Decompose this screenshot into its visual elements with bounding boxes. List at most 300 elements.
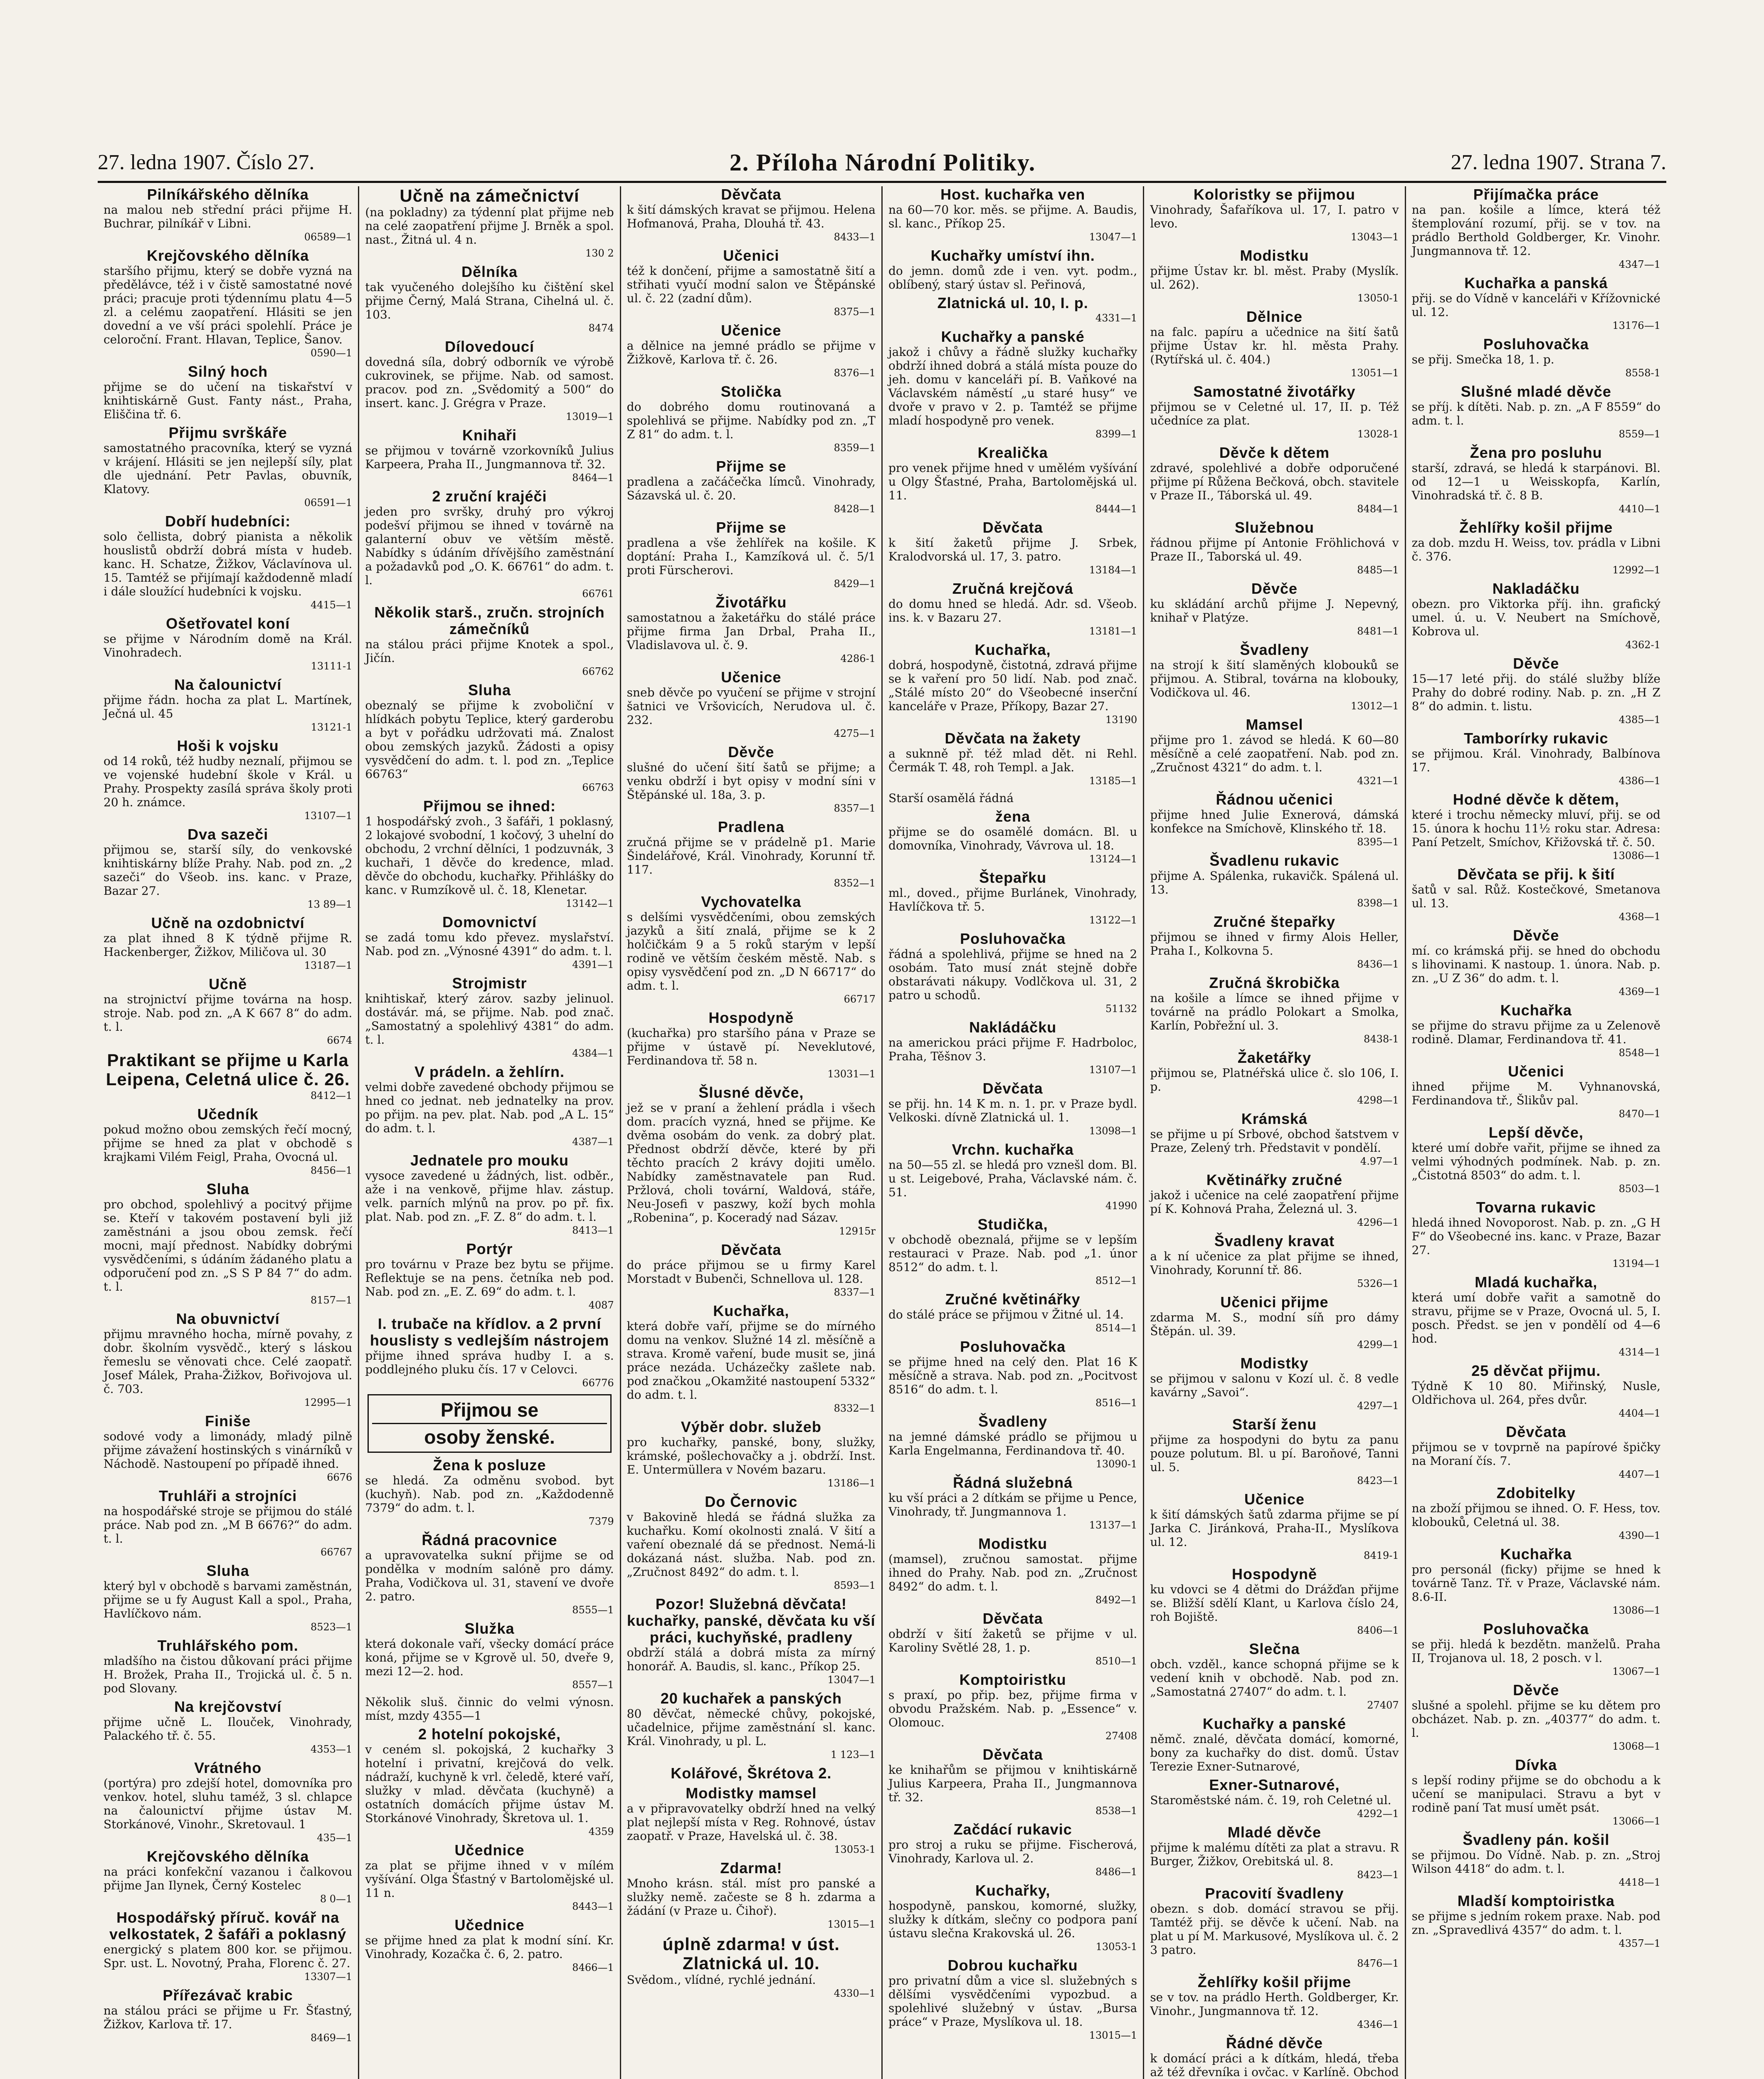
ad-body: přijmou se, starší síly, do venkovské knihtiskárny blíže Prahy. Nab. pod zn. „2 sazeči“ do Všeob. ins. kanc. v Praze, Bazar 27. xyxy=(104,843,353,898)
classified-ad xyxy=(1150,2035,1399,2079)
ad-reference-number: 4369—1 xyxy=(1618,986,1660,998)
classified-ad xyxy=(104,1413,352,1484)
ad-reference-number: 8337—1 xyxy=(834,1286,876,1298)
classified-ad xyxy=(627,1596,876,1687)
ad-headline: Švadleny xyxy=(978,1413,1048,1430)
ad-headline: Kuchařky a panské xyxy=(941,328,1085,345)
ad-reference-number: 8486—1 xyxy=(1095,1866,1137,1878)
ad-body: sodové vody a limonády, mladý pilně přijme závažení hostinských s vinárníků v Náchodě. Nastoupení po případě ihned. xyxy=(104,1430,353,1471)
ad-headline: Učně na zámečnictví xyxy=(400,186,580,205)
ad-body: obdrží stálá a dobrá místa za mírný honorář. A. Baudis, sl. kanc., Příkop 25. xyxy=(627,1646,876,1673)
ad-headline: Zručné květinářky xyxy=(945,1291,1081,1308)
ad-headline: Žaketářky xyxy=(1237,1049,1312,1066)
classified-ad xyxy=(627,383,876,455)
ad-body: na stálou práci přijme Knotek a spol., Jičín. xyxy=(365,637,614,665)
ad-body: na stálou práci se přijme u Fr. Šťastný, Žižkov, Karlova tř. 17. xyxy=(104,2004,353,2031)
ad-headline: Krejčovského dělníka xyxy=(147,1848,309,1865)
ad-body: solo čellista, dobrý pianista a několik houslistů obdrží dobrá místa v hudeb. kanc. H. Schatze, Žižkov, Václavínova ul. 15. Tamtéž se přijímají každodenně mladí i dále sloužící hudebníci k vojsku. xyxy=(104,530,353,598)
ad-headline: Začdácí rukavic xyxy=(953,1821,1072,1838)
classified-ad xyxy=(104,1699,352,1756)
classified-ad xyxy=(1412,866,1660,924)
ad-body: přijme Ústav kr. bl. měst. Praby (Myslík. ul. 262). xyxy=(1150,264,1399,291)
classified-ad xyxy=(888,580,1137,638)
ad-reference-number: 4330—1 xyxy=(834,1988,876,1999)
classified-ad xyxy=(104,615,352,673)
ad-reference-number: 8470—1 xyxy=(1618,1108,1660,1120)
header-date-left: 27. ledna 1907. Číslo 27. xyxy=(98,150,315,174)
ad-headline: Děvčata se přij. k šití xyxy=(1457,866,1615,883)
section-heading-box xyxy=(368,1394,611,1453)
column-1 xyxy=(98,186,359,2079)
ad-reference-number: 13067—1 xyxy=(1612,1666,1660,1677)
ad-headline: Děvčata xyxy=(982,1080,1043,1097)
ad-headline: Učenici xyxy=(1508,1063,1564,1080)
ad-body: starší, zdravá, se hledá k starpánovi. Bl. od 12—1 u Weisskopfa, Karlín, Vinohradská tř. č. 8 B. xyxy=(1411,461,1660,502)
classified-ad xyxy=(627,519,876,591)
ad-headline: Tamborírky rukavic xyxy=(1464,730,1609,747)
classified-ad xyxy=(888,1080,1137,1138)
classified-ad xyxy=(365,264,614,335)
ad-reference-number: 66762 xyxy=(582,666,614,677)
ad-headline: Krealička xyxy=(977,444,1048,461)
ad-headline: Praktikant se přijme u Karla Leipena, Celetná ulice č. 26. xyxy=(106,1050,350,1089)
ad-headline: Děvče xyxy=(728,743,775,760)
ad-reference-number: 4314—1 xyxy=(1618,1346,1660,1358)
ad-body: přijme ihned správa hudby I. a s. poddlejného pluku čís. 17 v Celovci. xyxy=(365,1349,614,1376)
ad-body: staršího přijmu, který se dobře vyzná na předělávce, též i v čistě samostatné nové práci; pracuje proti týdennímu platu 4—5 zl. a celému zaopatření. Hlásiti se jen dovední a ve vší práci spolehlí. Práce je celoroční. Frant. Hlavan, Teplice, Šanov. xyxy=(104,264,353,346)
ad-headline: Přijme se xyxy=(716,458,787,475)
ad-body: slušné do učení šití šatů se přijme; a venku obdrží i byt opisy v modní síni v Štěpánské ul. 18a, 3. p. xyxy=(627,760,876,802)
ad-reference-number: 13015—1 xyxy=(827,1919,876,1930)
ad-headline: Životářku xyxy=(715,594,787,611)
ad-reference-number: 13047—1 xyxy=(1089,231,1137,243)
classified-ad xyxy=(1150,1416,1399,1488)
ad-body: k domácí práci a k dítkám, hledá, třeba až též dřevníka i ovčac. v Karlíně. Obchod xyxy=(1150,2052,1399,2079)
ad-headline: Sluha xyxy=(206,1562,249,1579)
ad-headline: Domovnictví xyxy=(442,914,537,931)
ad-reference-number: 13187—1 xyxy=(304,960,353,971)
ad-headline: Modistky mamsel xyxy=(686,1785,817,1802)
classified-ad xyxy=(627,594,876,666)
classified-ad xyxy=(888,1536,1137,1607)
ad-headline: Knihaři xyxy=(462,427,517,444)
ad-headline: Portýr xyxy=(466,1240,513,1257)
ad-headline: Do Černovic xyxy=(705,1493,798,1510)
ad-body: se přijme s jedním rokem praxe. Nab. pod zn. „Spravedlivá 4357“ do adm. t. l. xyxy=(1411,1909,1660,1937)
ad-reference-number: 13107—1 xyxy=(304,810,353,822)
ad-body: 1 hospodářský zvoh., 3 šafáři, 1 poklasný, 2 lokajové svobodní, 1 kočový, 3 uhelní do obchodu, 2 vrchní dělníci, 1 podzuvnák, 3 kuchaři, 1 děvče do kredence, mlad. děvče do obchodu, kuchařky. Přihlášky do kanc. v Rumzíkově ul. č. 18, Klenetar. xyxy=(365,815,614,897)
ad-body: přijme učně L. Ilouček, Vinohrady, Palackého tř. č. 55. xyxy=(104,1715,353,1743)
column-6 xyxy=(1406,186,1666,2079)
ad-reference-number: 8406—1 xyxy=(1357,1625,1399,1636)
column-4 xyxy=(883,186,1144,2079)
classified-ad xyxy=(104,738,352,823)
ad-body: přij. se do Vídně v kanceláři v Křížovnické ul. 12. xyxy=(1411,291,1660,319)
ad-body: které i trochu německy mluví, přij. se od 15. února k hochu 11½ roku star. Adresa: Paní Petzelt, Smíchov, Křižovská tř. č. 50. xyxy=(1411,808,1660,849)
ad-body: se přijme hned na celý den. Plat 16 K měsíčně a strava. Nab. pod zn. „Pocitvost 8516“ do adm. t. l. xyxy=(888,1355,1137,1396)
ad-body: dovedná síla, dobrý odborník ve výrobě cukrovinek, se přijme. Nab. od samost. pracov. pod zn. „Svědomitý a 500“ do insert. kanc. J. Grégra v Praze. xyxy=(365,355,614,410)
ad-reference-number: 1 123—1 xyxy=(831,1749,876,1760)
ad-headline: Dívka xyxy=(1515,1756,1557,1773)
ad-headline: Dva sazeči xyxy=(188,826,269,843)
ad-reference-number: 13111-1 xyxy=(311,660,353,672)
ad-reference-number: 8423—1 xyxy=(1357,1475,1399,1486)
classified-ad xyxy=(627,1860,876,1931)
ad-body: obeznalý se přijme k zvoboliční v hlídkách pobytu Teplice, který garderobu a byt v pořádku udržovati má. Znalost obou zemských jazyků. Žádosti a opisy vysvědčení do adm. t. l. pod zn. „Teplice 66763“ xyxy=(365,699,614,781)
classified-ad xyxy=(1150,1233,1399,1291)
classified-ad xyxy=(1412,791,1660,863)
ad-body: se přijme u pí Srbové, obchod šatstvem v Praze, Zelený trh. Představit v pondělí. xyxy=(1150,1127,1399,1155)
ad-reference-number: 8 0—1 xyxy=(320,1893,353,1905)
ad-body: v ceném sl. pokojská, 2 kuchařky 3 hotelní i privatní, krejčová do velk. nádraží, kuchyně k vrl. čeledě, které vaří, služky v mlad. děvčata (kuchyně) a ostatních domácích přijme ústav M. Storkánové Vinohrady, Škretova ul. 1. xyxy=(365,1743,614,1825)
classified-ad xyxy=(1412,1757,1660,1828)
classified-ad xyxy=(365,1620,614,1692)
ad-body: zdarma M. S., modní síň pro dámy Štěpán. ul. 39. xyxy=(1150,1311,1399,1338)
ad-reference-number: 4296—1 xyxy=(1357,1217,1399,1228)
classified-ad xyxy=(365,1316,614,1390)
ad-headline: Dělníka xyxy=(461,263,518,280)
classified-ad xyxy=(1150,1355,1399,1413)
ad-body: ihned přijme M. Vyhnanovská, Ferdinandova tř., Šlikův pal. xyxy=(1411,1080,1660,1107)
classified-ad xyxy=(888,186,1137,244)
ad-headline: Mamsel xyxy=(1246,716,1303,733)
ad-reference-number: 13186—1 xyxy=(827,1477,876,1489)
ad-headline: Posluhovačka xyxy=(1483,336,1589,353)
classified-ad xyxy=(104,1181,352,1307)
ad-body: jeden pro svršky, druhý pro výkroj podešví přijmou se ihned v továrně na galanterní obuv ve větším městě. Nabídky s údáním dřívějšího zaměstnání a požadavků pod „O. K. 66761“ do adm. t. l. xyxy=(365,505,614,587)
ad-reference-number: 4331—1 xyxy=(1095,312,1137,324)
ad-body: pro stroj a ruku se přijme. Fischerová, Vinohrady, Karlova ul. 2. xyxy=(888,1838,1137,1865)
ad-headline: Řádná pracovnice xyxy=(422,1531,558,1548)
ad-headline: Pilníkářského dělníka xyxy=(147,186,309,203)
classified-ad xyxy=(627,744,876,815)
ad-headline: 2 zruční krajéči xyxy=(432,488,547,505)
ad-body: přijmou se ihned v firmy Alois Heller, Praha I., Kolkovna 5. xyxy=(1150,930,1399,958)
ad-headline: Truhláři a strojníci xyxy=(159,1487,297,1504)
ad-headline: Řádnou učenici xyxy=(1216,791,1333,808)
ad-body: Několik sluš. činnic do velmi výnosn. míst, mzdy 4355—1 xyxy=(365,1695,614,1723)
ad-headline: Několik starš., zručn. strojních zámečníků xyxy=(374,604,605,637)
ad-reference-number: 8157—1 xyxy=(310,1294,353,1306)
ad-body: na strojí k šití slaměných klobouků se přijmou. A. Stibral, továrna na klobouky, Vodičkova ul. 46. xyxy=(1150,658,1399,699)
ad-headline: Strojmistr xyxy=(452,975,527,992)
classified-ad xyxy=(1412,519,1660,577)
classified-ad xyxy=(888,1291,1137,1335)
ad-body: do domu hned se hledá. Adr. sd. Všeob. ins. k. v Bazaru 27. xyxy=(888,597,1137,625)
ad-body: Vinohrady, Šafaříkova ul. 17, I. patro v levo. xyxy=(1150,203,1399,230)
ad-reference-number: 8538—1 xyxy=(1095,1805,1137,1817)
classified-ad xyxy=(1412,383,1660,441)
ad-headline: Kuchařka xyxy=(1500,1002,1572,1019)
ad-reference-number: 8395—1 xyxy=(1357,836,1399,848)
ad-reference-number: 13047—1 xyxy=(827,1674,876,1686)
ad-headline: Sluha xyxy=(206,1180,249,1198)
classified-ad xyxy=(104,363,352,421)
ad-body: k šití dámských šatů zdarma přijme se pí Jarka C. Jiránková, Praha-II., Myslíkova ul. 12. xyxy=(1150,1508,1399,1549)
ad-reference-number: 8444—1 xyxy=(1095,503,1137,515)
ad-reference-number: 4359 xyxy=(588,1826,614,1837)
ad-reference-number: 13019—1 xyxy=(566,411,614,422)
ad-headline: Hospodyně xyxy=(1231,1565,1317,1583)
classified-ad xyxy=(1412,730,1660,788)
ad-headline: Děvče xyxy=(1251,580,1298,597)
ad-headline: Děvče xyxy=(1513,1681,1559,1699)
ad-headline: Krejčovského dělníka xyxy=(147,247,309,264)
ad-reference-number: 8419-1 xyxy=(1364,1550,1399,1561)
ad-body: v Bakovině hledá se řádná služka za kuchařku. Komí okolnosti znalá. V šití a vaření obeznalé dá se přednost. Nemá-li dokázaná nást. služba. Nab. pod zn. „Zručnost 8492“ do adm. t. l. xyxy=(627,1510,876,1579)
classified-ad xyxy=(104,976,352,1047)
ad-headline: Zručné štepařky xyxy=(1213,913,1336,930)
classified-ad xyxy=(1412,1546,1660,1617)
ad-reference-number: 8481—1 xyxy=(1357,625,1399,637)
ad-reference-number: 8593—1 xyxy=(834,1580,876,1591)
ad-reference-number: 27408 xyxy=(1105,1730,1137,1742)
ad-headline: úplně zdarma! v úst. Zlatnická ul. 10. xyxy=(662,1934,840,1973)
ad-headline: Děvče xyxy=(1513,655,1559,672)
ad-headline: Hoši k vojsku xyxy=(177,737,279,754)
classified-ad xyxy=(1412,1274,1660,1359)
ad-headline: Učenice xyxy=(721,669,782,686)
ad-headline: Posluhovačka xyxy=(960,930,1066,947)
ad-reference-number: 4357—1 xyxy=(1618,1938,1660,1949)
ad-reference-number: 13190 xyxy=(1105,714,1137,726)
ad-headline: Mladší komptoiristka xyxy=(1457,1892,1615,1909)
ad-reference-number: 12992—1 xyxy=(1612,564,1660,576)
classified-ad xyxy=(1412,1124,1660,1196)
ad-headline: Děvče xyxy=(1513,927,1559,944)
ad-reference-number: 13194—1 xyxy=(1612,1258,1660,1269)
ad-headline: Sluha xyxy=(468,681,511,699)
ad-body: na jemné dámské prádlo se přijmou u Karla Engelmanna, Ferdinandova tř. 40. xyxy=(888,1430,1137,1457)
ad-headline: Modistku xyxy=(1240,247,1309,264)
ad-reference-number: 66717 xyxy=(844,993,876,1005)
classified-ad xyxy=(365,186,614,260)
ad-headline: Učně na ozdobnictví xyxy=(151,914,305,931)
ad-reference-number: 8466—1 xyxy=(572,1962,614,1973)
ad-reference-number: 13068—1 xyxy=(1612,1741,1660,1752)
ad-body: na 50—55 zl. se hledá pro vznešl dom. Bl. u st. Leigebové, Praha, Václavské nám. č. 51. xyxy=(888,1158,1137,1199)
ad-body: s lepší rodiny přijme se do obchodu a k učení se manipulaci. Stravu a byt v rodině paní Tat musí umět psát. xyxy=(1411,1773,1660,1815)
ad-headline: Koloristky se přijmou xyxy=(1193,186,1356,203)
ad-reference-number: 8523—1 xyxy=(310,1621,353,1633)
ad-headline: Vrchn. kuchařka xyxy=(952,1141,1074,1158)
ad-body: zručná přijme se v prádelně p1. Marie Šindelářové, Král. Vinohrady, Korunní tř. 117. xyxy=(627,835,876,877)
classified-ad xyxy=(1150,1566,1399,1637)
ad-body: hledá ihned Novoporost. Nab. p. zn. „G H F“ do Všeobecné ins. kanc. v Praze, Bazar 27. xyxy=(1411,1216,1660,1257)
ad-headline: Děvčata xyxy=(982,1610,1043,1627)
ad-reference-number: 8503—1 xyxy=(1618,1183,1660,1195)
classified-ad xyxy=(627,1242,876,1299)
ad-body: samostatnou a žaketářku do stálé práce přijme firma Jan Drbal, Praha II., Vladislavova ul. č. 9. xyxy=(627,611,876,652)
classified-ad xyxy=(888,869,1137,927)
ad-body: a suknně př. též mlad dět. ni Rehl. Čermák T. 48, roh Templ. a Jak. xyxy=(888,747,1137,774)
classified-ad xyxy=(1412,1832,1660,1889)
ad-body: do stálé práce se přijmou v Žitné ul. 14. xyxy=(888,1308,1124,1321)
ad-headline: Učenice xyxy=(1244,1491,1305,1508)
ad-body: která dobře vaří, přijme se do mírného domu na venkov. Služné 14 zl. měsíčně a strava. Kromě vaření, bude musit se, jiná práce nezáda. Ucházečky zašlete nab. pod značkou „Okamžité nastoupení 5332“ do adm. t. l. xyxy=(627,1319,876,1402)
ad-headline: Zdarma! xyxy=(720,1859,782,1877)
ad-body: a k ní učenice za plat přijme se ihned, Vinohrady, Korunní tř. 86. xyxy=(1150,1249,1399,1277)
ad-body: (portýra) pro zdejší hotel, domovníka pro venkov. hotel, sluhu taméž, 3 sl. chlapce na čalounictví přijme ústav M. Storkánové, Vinohr., Skretovaul. 1 xyxy=(104,1776,353,1831)
ad-reference-number: 130 2 xyxy=(585,247,614,259)
classified-ad xyxy=(888,808,1137,866)
ad-reference-number: 8510—1 xyxy=(1095,1655,1137,1667)
ad-body: se přij. hn. 14 K m. n. 1. pr. v Praze bydl. Velkoski. dívně Zlatnická ul. 1. xyxy=(888,1097,1137,1124)
classified-ad xyxy=(627,458,876,516)
classified-ad xyxy=(888,1746,1137,1818)
ad-headline: Stolička xyxy=(720,383,782,400)
ad-reference-number: 13053-1 xyxy=(1095,1941,1137,1953)
ad-body: od 14 roků, též hudby neznalí, přijmou se ve vojenské hudební škole v Král. u Prahy. Prospekty zasílá správa školy proti 20 h. známce. xyxy=(104,754,353,809)
ad-reference-number: 4391—1 xyxy=(572,959,614,970)
ad-reference-number: 13051—1 xyxy=(1351,367,1399,379)
classified-ad xyxy=(1412,444,1660,516)
classified-ad xyxy=(627,894,876,1006)
ad-reference-number: 8559—1 xyxy=(1618,428,1660,440)
ad-headline: I. trubače na křídlov. a 2 první houslisty s vedlejším nástrojem xyxy=(370,1315,609,1349)
ad-reference-number: 8474 xyxy=(588,322,614,334)
ad-headline: Šlusné děvče, xyxy=(698,1084,804,1101)
ad-headline: Štepařku xyxy=(979,869,1047,886)
ad-body: na hospodářské stroje se přijmou do stálé práce. Nab pod zn. „M B 6676?“ do adm. t. l. xyxy=(104,1504,353,1546)
classified-ad xyxy=(1412,580,1660,652)
ad-body: za plat se přijme ihned v v mílém vyšívání. Olga Šťastný v Bartolomějské ul. 11 n. xyxy=(365,1859,614,1900)
ad-reference-number: 12915r xyxy=(839,1225,876,1237)
ad-reference-number: 4386—1 xyxy=(1618,775,1660,787)
ad-reference-number: 8557—1 xyxy=(572,1679,614,1691)
ad-headline: Švadlenu rukavic xyxy=(1209,852,1340,869)
ad-headline: Učenici xyxy=(723,247,780,264)
ad-headline: Žena pro posluhu xyxy=(1470,444,1602,461)
ad-body: pro personál (ficky) přijme se hned k továrně Tanz. Tř. v Praze, Václavské nám. 8.6-II. xyxy=(1411,1563,1660,1604)
ad-headline: Slušné mladé děvče xyxy=(1461,383,1611,400)
ad-headline: Hodné děvče k dětem, xyxy=(1453,791,1619,808)
ad-reference-number: 51132 xyxy=(1105,1003,1137,1015)
ad-body: přijme řádn. hocha za plat L. Martínek, Ječná ul. 45 xyxy=(104,693,353,721)
ad-body: pro kuchařky, panské, bony, služky, krámské, pošlechovačky a j. obdrží. Inst. E. Untermüllera v Novém bazaru. xyxy=(627,1435,876,1477)
ad-body: do jemn. domů zde i ven. vyt. podm., oblíbený, starý ústav sl. Peřinová, xyxy=(888,264,1137,291)
ad-reference-number: 41990 xyxy=(1105,1200,1137,1212)
classified-ad xyxy=(365,975,614,1060)
ad-reference-number: 8514—1 xyxy=(1095,1322,1137,1334)
ad-reference-number: 13090-1 xyxy=(1095,1458,1137,1470)
classified-ad xyxy=(888,1882,1137,1954)
ad-headline: Krámská xyxy=(1241,1110,1308,1127)
ad-body: energický s platem 800 kor. se přijmou. Spr. ust. L. Novotný, Praha, Florenc č. 27. xyxy=(104,1943,353,1970)
ad-headline: Přijmu svrškáře xyxy=(168,424,287,441)
column-3 xyxy=(621,186,883,2079)
ad-reference-number: 13050-1 xyxy=(1357,292,1399,304)
classified-ad xyxy=(365,604,614,679)
ad-body: šatů v sal. Růž. Kostečkové, Smetanova ul. 13. xyxy=(1411,883,1660,910)
ad-reference-number: 13181—1 xyxy=(1089,625,1137,637)
ad-body: se přij. Smečka 18, 1. p. xyxy=(1411,353,1554,366)
classified-ad xyxy=(888,1338,1137,1410)
header-title: 2. Příloha Národní Politiky. xyxy=(729,148,1036,176)
ad-body: přijme se do osamělé domácn. Bl. u domovníka, Vinohrady, Vávrova ul. 18. xyxy=(888,825,1137,852)
ad-headline: Ošetřovatel koní xyxy=(166,615,290,632)
classified-ad xyxy=(104,513,352,612)
classified-ad xyxy=(888,791,1137,805)
classified-ad xyxy=(1412,1002,1660,1060)
classified-ad xyxy=(365,914,614,972)
ad-headline: Slečna xyxy=(1249,1640,1300,1657)
ad-reference-number: 13066—1 xyxy=(1612,1815,1660,1827)
classified-ad xyxy=(365,1532,614,1617)
ad-body: se přijme do stravu přijme za u Zelenově rodině. Dlamar, Ferdinandova tř. 41. xyxy=(1411,1019,1660,1046)
classified-ad xyxy=(104,677,352,734)
classified-ad xyxy=(888,1216,1137,1288)
ad-reference-number: 5326—1 xyxy=(1357,1278,1399,1289)
ad-body: v obchodě obeznalá, přijme se v lepším restauraci v Praze. Nab. pod „1. únor 8512“ do adm. t. l. xyxy=(888,1233,1137,1274)
ad-body: na pan. košile a límce, která též štemplování rozumí, přij. se v tov. na prádlo Berthold Goldberger, Kr. Vinohr. Jungmannova tř. 12. xyxy=(1411,203,1660,258)
page-header xyxy=(98,148,1666,177)
ad-body: jakož i chůvy a řádně služky kuchařky obdrží ihned dobrá a stálá místa pouze do jeh. domu v kanceláři pí. B. Vaňkové na Václavském náměstí „u staré husy“ ve dvoře v pravo v 2. p. Tamtéž se přijme mladí hospodyně pro venek. xyxy=(888,345,1137,427)
classified-ad xyxy=(888,1413,1137,1471)
ad-headline: Na krejčovství xyxy=(174,1698,282,1715)
ad-body: přijmou se v tovprně na papírové špičky na Moraní čís. 7. xyxy=(1411,1440,1660,1468)
classified-ad xyxy=(1412,927,1660,999)
classified-ad xyxy=(1412,336,1660,380)
ad-body: mí. co krámská přij. se hned do obchodu s lihovinami. K nastoup. 1. února. Nab. p. zn. „U Z 36“ do adm. t. l. xyxy=(1411,944,1660,985)
classified-ad xyxy=(104,186,352,244)
ad-headline: Truhlářského pom. xyxy=(157,1637,299,1654)
ad-body: na práci konfekční vazanou i čalkovou přijme Jan Ilynek, Černý Kostelec xyxy=(104,1865,353,1892)
ad-reference-number: 8376—1 xyxy=(834,367,876,379)
ad-reference-number: 13028-1 xyxy=(1357,428,1399,440)
classified-ad xyxy=(104,1106,352,1178)
classified-ad xyxy=(627,1935,876,2000)
ad-headline: Květinářky zručné xyxy=(1206,1171,1343,1188)
classified-ad xyxy=(627,669,876,741)
ad-reference-number: 13031—1 xyxy=(827,1068,876,1080)
classified-ad xyxy=(1412,1893,1660,1951)
ad-headline: Mladá kuchařka, xyxy=(1475,1274,1598,1291)
classified-ad xyxy=(627,1084,876,1238)
ad-body: k šití dámských kravat se přijmou. Helena Hofmanová, Praha, Dlouhá tř. 43. xyxy=(627,203,876,230)
ad-body: pro továrnu v Praze bez bytu se přijme. Reflektuje se na pens. četníka neb pod. Nab. pod zn. „E. Z. 69“ do adm. t. l. xyxy=(365,1257,614,1299)
ad-reference-number: 4.97—1 xyxy=(1360,1156,1399,1167)
ad-headline: Nakládáčku xyxy=(969,1019,1057,1036)
classified-ad xyxy=(1412,1682,1660,1753)
ad-body: přijmu mravného hocha, mírně povahy, z dobr. školním vysvědč., který s láskou řemeslu se věnovati chce. Celé zaopatř. Josef Málek, Praha-Žižkov, Bořivojova ul. č. 703. xyxy=(104,1327,353,1396)
ad-body: pradlena a začáčečka límců. Vinohrady, Sázavská ul. č. 20. xyxy=(627,475,876,502)
ad-headline: Pozor! Služebná děvčata! kuchařky, panské, děvčata ku vší práci, kuchyňské, pradleny xyxy=(627,1595,876,1646)
classified-ad xyxy=(365,488,614,601)
ad-body: mladšího na čistou důkovaní práci přijme H. Brožek, Praha II., Trojická ul. č. 5 n. pod Slovany. xyxy=(104,1654,353,1695)
classified-ad xyxy=(627,1765,876,1782)
ad-body: Starší osamělá řádná xyxy=(888,791,1014,805)
classified-ad xyxy=(888,1474,1137,1532)
ad-body: se hledá. Za odměnu svobod. byt (kuchyň). Nab. pod zn. „Každodenně 7379“ do adm. t. l. xyxy=(365,1474,614,1515)
classified-ad xyxy=(888,1957,1137,2042)
ad-reference-number: 4297—1 xyxy=(1357,1400,1399,1412)
ad-headline: Žena k posluze xyxy=(433,1457,546,1474)
classified-ad xyxy=(365,1457,614,1528)
ad-body: se přijmou v továrně vzorkovníků Julius Karpeera, Praha II., Jungmannova tř. 32. xyxy=(365,444,614,471)
ad-body: a upravovatelka sukní přijme se od pondělka v modním salóně pro dámy. Praha, Vodičkova ul. 31, stavení ve dvoře 2. patro. xyxy=(365,1548,614,1603)
ad-headline: Přijmou se ihned: xyxy=(423,798,556,815)
ad-body: samostatného pracovníka, který se vyzná v krájení. Hlásiti se jen nejlepší síly, plat dle ujednání. Petr Pavlas, obuvník, Klatovy. xyxy=(104,441,353,496)
ad-body: se přijmou. Do Vídně. Nab. p. zn. „Stroj Wilson 4418“ do adm. t. l. xyxy=(1411,1848,1660,1876)
classified-ad xyxy=(1412,275,1660,333)
ad-headline: Přijímačka práce xyxy=(1473,186,1599,203)
ad-reference-number: 8359—1 xyxy=(834,442,876,454)
classified-ad xyxy=(104,1909,352,1984)
section-heading-divider xyxy=(372,1423,607,1424)
ad-headline: Studička, xyxy=(977,1216,1048,1233)
ad-headline: Kuchařka, xyxy=(713,1302,789,1319)
